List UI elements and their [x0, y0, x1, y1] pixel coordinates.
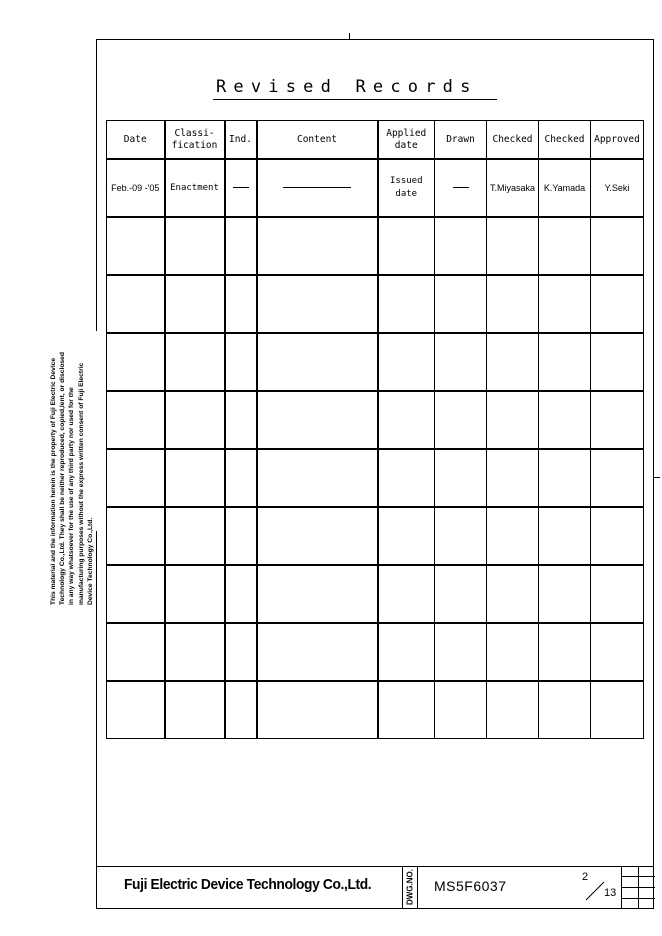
table-row: [107, 217, 644, 275]
table-row: [107, 159, 644, 217]
page-title: Revised Records: [216, 77, 478, 97]
col-header-checked-1: Checked: [487, 121, 539, 160]
table-row: [107, 449, 644, 507]
col-header-classification: Classi- fication: [165, 121, 225, 160]
cell-content: [257, 159, 378, 217]
dwg-label: DWG.NO.: [405, 869, 415, 905]
table-row: [107, 391, 644, 449]
col-header-checked-2: Checked: [539, 121, 591, 160]
cell-checked-1: T.Miyasaka: [487, 159, 539, 217]
table-row: [107, 623, 644, 681]
title-underline: [213, 99, 497, 100]
cell-classification: Enactment: [165, 159, 225, 217]
col-header-content: Content: [257, 121, 378, 160]
col-header-drawn: Drawn: [435, 121, 487, 160]
table-header-row: [107, 121, 644, 160]
table-row: [107, 681, 644, 739]
cell-approved: Y.Seki: [591, 159, 644, 217]
table-row: [107, 333, 644, 391]
footer-divider: [96, 866, 654, 867]
dash-mark: [453, 187, 469, 188]
page-total: 13: [604, 887, 617, 899]
cell-drawn: [435, 159, 487, 217]
table-row: [107, 565, 644, 623]
cell-ind: [225, 159, 257, 217]
table-row: [107, 507, 644, 565]
dash-mark: [233, 187, 249, 188]
cell-applied-date: Issued date: [378, 159, 435, 217]
table-row: [107, 275, 644, 333]
cell-date: Feb.-09 -'05: [107, 159, 165, 217]
company-name: Fuji Electric Device Technology Co.,Ltd.: [124, 876, 372, 893]
cell-checked-2: K.Yamada: [539, 159, 591, 217]
col-header-approved: Approved: [591, 121, 644, 160]
col-header-ind: Ind.: [225, 121, 257, 160]
revision-grid: [621, 866, 654, 909]
confidentiality-note: This material and the information herein is the property of Fuji Electric Device Technology Co.,Ltd. They shall be neither reproduced, copied,lent, or disclosed in any way whatsoever for the use of any third party nor used for the manufacturing purposes without the express written consent of Fuji Electric Device Technology Co.,Ltd.: [49, 352, 94, 605]
frame-gap: [96, 331, 97, 531]
registration-tick-right: [654, 477, 660, 478]
drawing-number: MS5F6037: [434, 878, 507, 894]
page-slash: [584, 866, 608, 906]
dash-mark: [283, 187, 351, 188]
page-number: 2: [582, 871, 589, 883]
col-header-applied-date: Applied date: [378, 121, 435, 160]
revised-records-table: [106, 120, 644, 739]
col-header-date: Date: [107, 121, 165, 160]
